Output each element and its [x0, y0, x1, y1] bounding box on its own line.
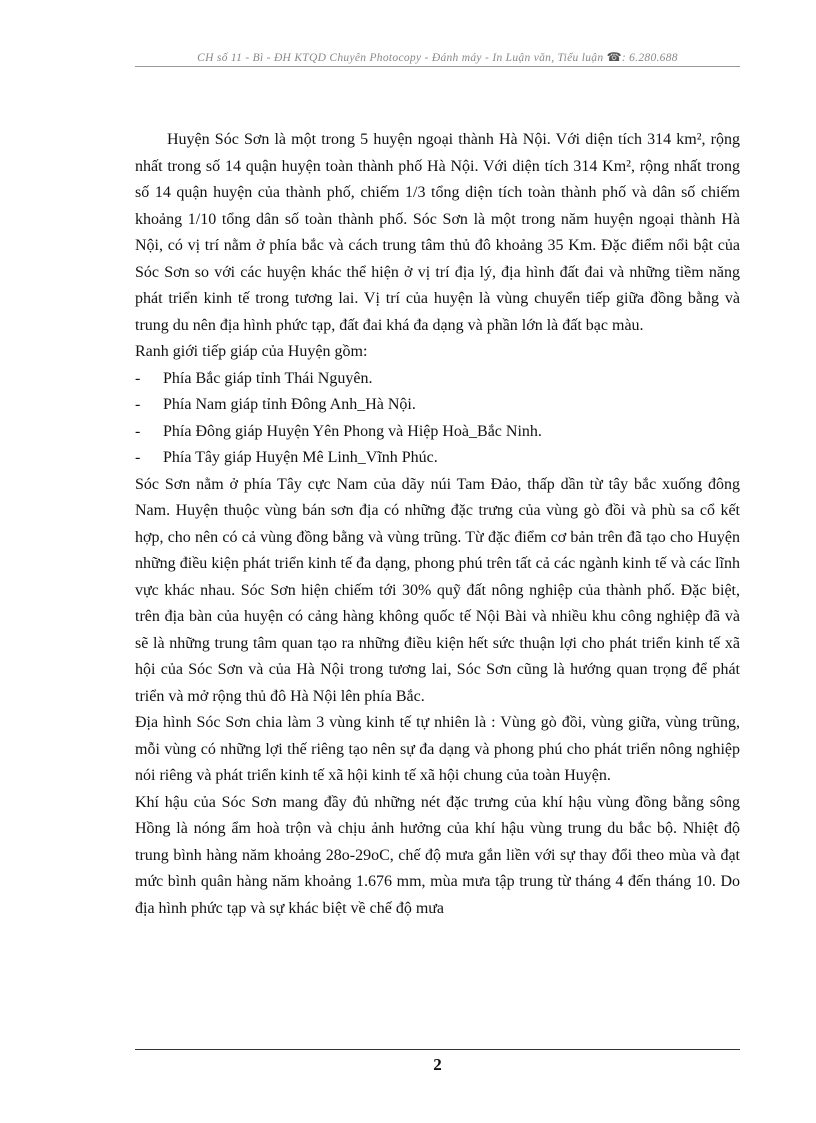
header-phone: : 6.280.688 [621, 52, 678, 64]
header-divider [135, 66, 740, 67]
header-text: CH số 11 - Bì - ĐH KTQD Chuyên Photocopy - Đánh máy - In Luận văn, Tiểu luận [197, 52, 604, 64]
boundary-item [135, 419, 740, 446]
boundary-item [135, 445, 740, 472]
boundary-text: Phía Nam giáp tỉnh Đông Anh_Hà Nội. [163, 396, 416, 413]
phone-icon: ☎ [606, 50, 622, 64]
paragraph-intro: Huyện Sóc Sơn là một trong 5 huyện ngoại thành Hà Nội. Với diện tích 314 km², rộng nhất trong số 14 quận huyện toàn thành phố Hà Nội. Với diện tích 314 Km², rộng nhất trong số 14 quận huyện của thành phố, chiếm 1/3 tổng diện tích toàn thành phố và dân số chiếm khoảng 1/10 tổng dân số toàn thành phố. Sóc Sơn là một trong năm huyện ngoại thành Hà Nội, có vị trí nằm ở phía bắc và cách trung tâm thủ đô khoảng 35 Km. Đặc điểm nổi bật của Sóc Sơn so với các huyện khác thể hiện ở vị trí địa lý, địa hình đất đai và những tiềm năng phát triển kinh tế trong tương lai. Vị trí của huyện là vùng chuyển tiếp giữa đồng bằng và trung du nên địa hình phức tạp, đất đai khá đa dạng và phần lớn là đất bạc màu. [135, 131, 740, 334]
paragraph-climate: Khí hậu của Sóc Sơn mang đầy đủ những nét đặc trưng của khí hậu vùng đồng bằng sông Hồng là nóng ẩm hoà trộn và chịu ảnh hưởng của khí hậu vùng trung du bắc bộ. Nhiệt độ trung bình hàng năm khoảng 28o-29oC, chế độ mưa gắn liền với sự thay đổi theo mùa và đạt mức bình quân hàng năm khoảng 1.676 mm, mùa mưa tập trung từ tháng 4 đến tháng 10. Do địa hình phức tạp và sự khác biệt về chế độ mưa [135, 793, 740, 917]
footer-divider [135, 1049, 740, 1050]
document-body [135, 127, 740, 922]
bullet-mark: - [135, 449, 141, 466]
boundary-item [135, 366, 740, 393]
page-header [135, 50, 740, 65]
boundary-text: Phía Tây giáp Huyện Mê Linh_Vĩnh Phúc. [163, 449, 438, 466]
boundary-item [135, 392, 740, 419]
bullet-mark: - [135, 396, 141, 413]
bullet-mark: - [135, 369, 141, 387]
paragraph-boundaries-heading: Ranh giới tiếp giáp của Huyện gồm: [135, 343, 368, 360]
bullet-mark: - [135, 422, 141, 440]
boundary-text: Phía Đông giáp Huyện Yên Phong và Hiệp Hoà_Bắc Ninh. [163, 422, 542, 440]
paragraph-terrain: Sóc Sơn nằm ở phía Tây cực Nam của dãy núi Tam Đảo, thấp dần từ tây bắc xuống đông Nam. Huyện thuộc vùng bán sơn địa có những đặc trưng của vùng gò đồi và phù sa cổ kết hợp, cho nên có cả vùng đồng bằng và vùng trũng. Từ đặc điểm cơ bản trên đã tạo cho Huyện những điều kiện phát triển kinh tế đa dạng, phong phú trên tất cả các ngành kinh tế và các lĩnh vực khác nhau. Sóc Sơn hiện chiếm tới 30% quỹ đất nông nghiệp của thành phố. Đặc biệt, trên địa bàn của huyện có cảng hàng không quốc tế Nội Bài và nhiều khu công nghiệp đã và sẽ là những trung tâm quan tạo ra những điều kiện hết sức thuận lợi cho phát triển kinh tế xã hội của Sóc Sơn và của Hà Nội trong tương lai, Sóc Sơn cũng là hướng quan trọng để phát triển và mở rộng thủ đô Hà Nội lên phía Bắc. [135, 475, 740, 705]
paragraph-economic-zones: Địa hình Sóc Sơn chia làm 3 vùng kinh tế tự nhiên là : Vùng gò đồi, vùng giữa, vùng trũng, mỗi vùng có những lợi thế riêng tạo nên sự đa dạng và phong phú cho phát triển nông nghiệp nói riêng và phát triển kinh tế xã hội kinh tế xã hội chung của toàn Huyện. [135, 714, 740, 784]
boundary-text: Phía Bắc giáp tỉnh Thái Nguyên. [163, 369, 373, 387]
page-number: 2 [433, 1055, 442, 1074]
